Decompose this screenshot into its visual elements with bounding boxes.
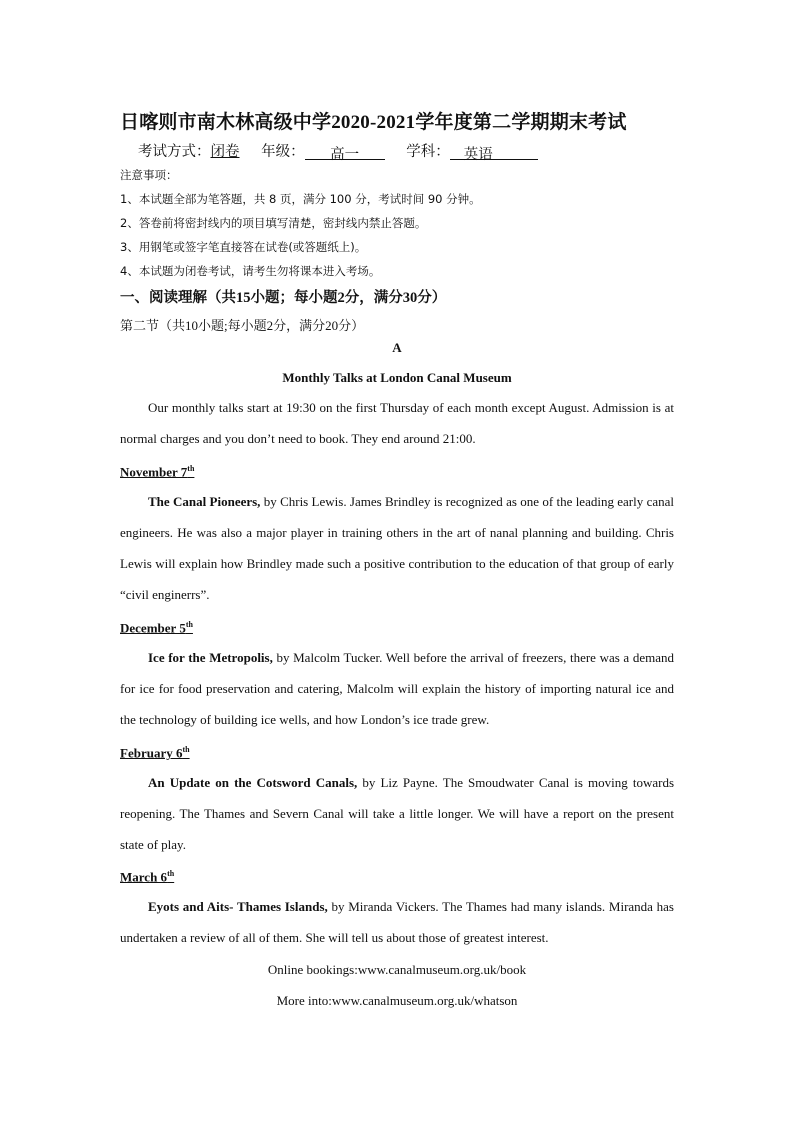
event-body-3 bbox=[120, 767, 674, 860]
exam-title: 日喀则市南木林高级中学2020-2021学年度第二学期期末考试 bbox=[120, 112, 627, 133]
exam-meta-line bbox=[138, 140, 538, 161]
event-text-2: by Malcolm Tucker. Well before the arrival of freezers, there was a demand for ice for food preservation and catering, Malcolm will explain the history of importing natural ice and the technology of building ice wells, and how London’s ice trade grew. bbox=[120, 650, 674, 727]
event-talk-3: An Update on the Cotsword Canals, bbox=[148, 775, 358, 790]
event-date-1: November 7th bbox=[120, 464, 195, 480]
passage-label: A bbox=[392, 340, 402, 355]
notes-heading: 注意事项： bbox=[120, 168, 178, 182]
event-talk-4: Eyots and Aits- Thames Islands, bbox=[148, 899, 328, 914]
grade-label: 年级： bbox=[261, 144, 305, 160]
event-text-4: by Miranda Vickers. The Thames had many islands. Miranda has undertaken a review of all of them. She will tell us about those of greatest interest. bbox=[120, 899, 674, 945]
grade-value: 高一 bbox=[330, 147, 360, 163]
passage-title: Monthly Talks at London Canal Museum bbox=[282, 370, 512, 385]
note-item-2: 2、答卷前将密封线内的项目填写清楚，密封线内禁止答题。 bbox=[120, 216, 427, 230]
note-item-1: 1、本试题全部为笔答题，共 8 页，满分 100 分，考试时间 90 分钟。 bbox=[120, 192, 481, 206]
event-date-2: December 5th bbox=[120, 620, 193, 636]
online-bookings-line: Online bookings:www.canalmuseum.org.uk/book bbox=[267, 962, 527, 977]
event-text-1: by Chris Lewis. James Brindley is recognized as one of the leading early canal engineers. He was also a major player in training others in the art of nanal planning and building. Chris Lewis will explain how Brindley made such a positive contribution to the education of that group of early “civil enginerrs”. bbox=[120, 494, 674, 602]
event-talk-1: The Canal Pioneers, bbox=[148, 494, 261, 509]
event-body-4 bbox=[120, 891, 674, 953]
more-info-line: More into:www.canalmuseum.org.uk/whatson bbox=[276, 993, 518, 1008]
exam-mode-label: 考试方式： bbox=[138, 144, 211, 160]
event-text-3: by Liz Payne. The Smoudwater Canal is moving towards reopening. The Thames and Severn Canal will take a little longer. We will have a report on the present state of play. bbox=[120, 775, 675, 852]
subject-label: 学科： bbox=[406, 144, 450, 160]
section-subtitle: 第二节（共10小题;每小题2分，满分20分） bbox=[120, 318, 365, 333]
subject-value: 英语 bbox=[463, 147, 493, 163]
event-body-2 bbox=[120, 642, 674, 735]
event-talk-2: Ice for the Metropolis, bbox=[148, 650, 273, 665]
note-item-3: 3、用钢笔或签字笔直接答在试卷(或答题纸上)。 bbox=[120, 240, 367, 254]
section-title: 一、阅读理解（共15小题；每小题2分，满分30分） bbox=[120, 290, 447, 306]
note-item-4: 4、本试题为闭卷考试，请考生勿将课本进入考场。 bbox=[120, 264, 381, 278]
event-date-3: February 6th bbox=[120, 745, 190, 761]
exam-mode-value: 闭卷 bbox=[210, 144, 240, 160]
event-body-1 bbox=[120, 486, 674, 610]
passage-intro: Our monthly talks start at 19:30 on the first Thursday of each month except August. Admission is at normal charges and you don’t need to book. They end around 21:00. bbox=[120, 400, 674, 446]
event-date-4: March 6th bbox=[120, 869, 175, 885]
